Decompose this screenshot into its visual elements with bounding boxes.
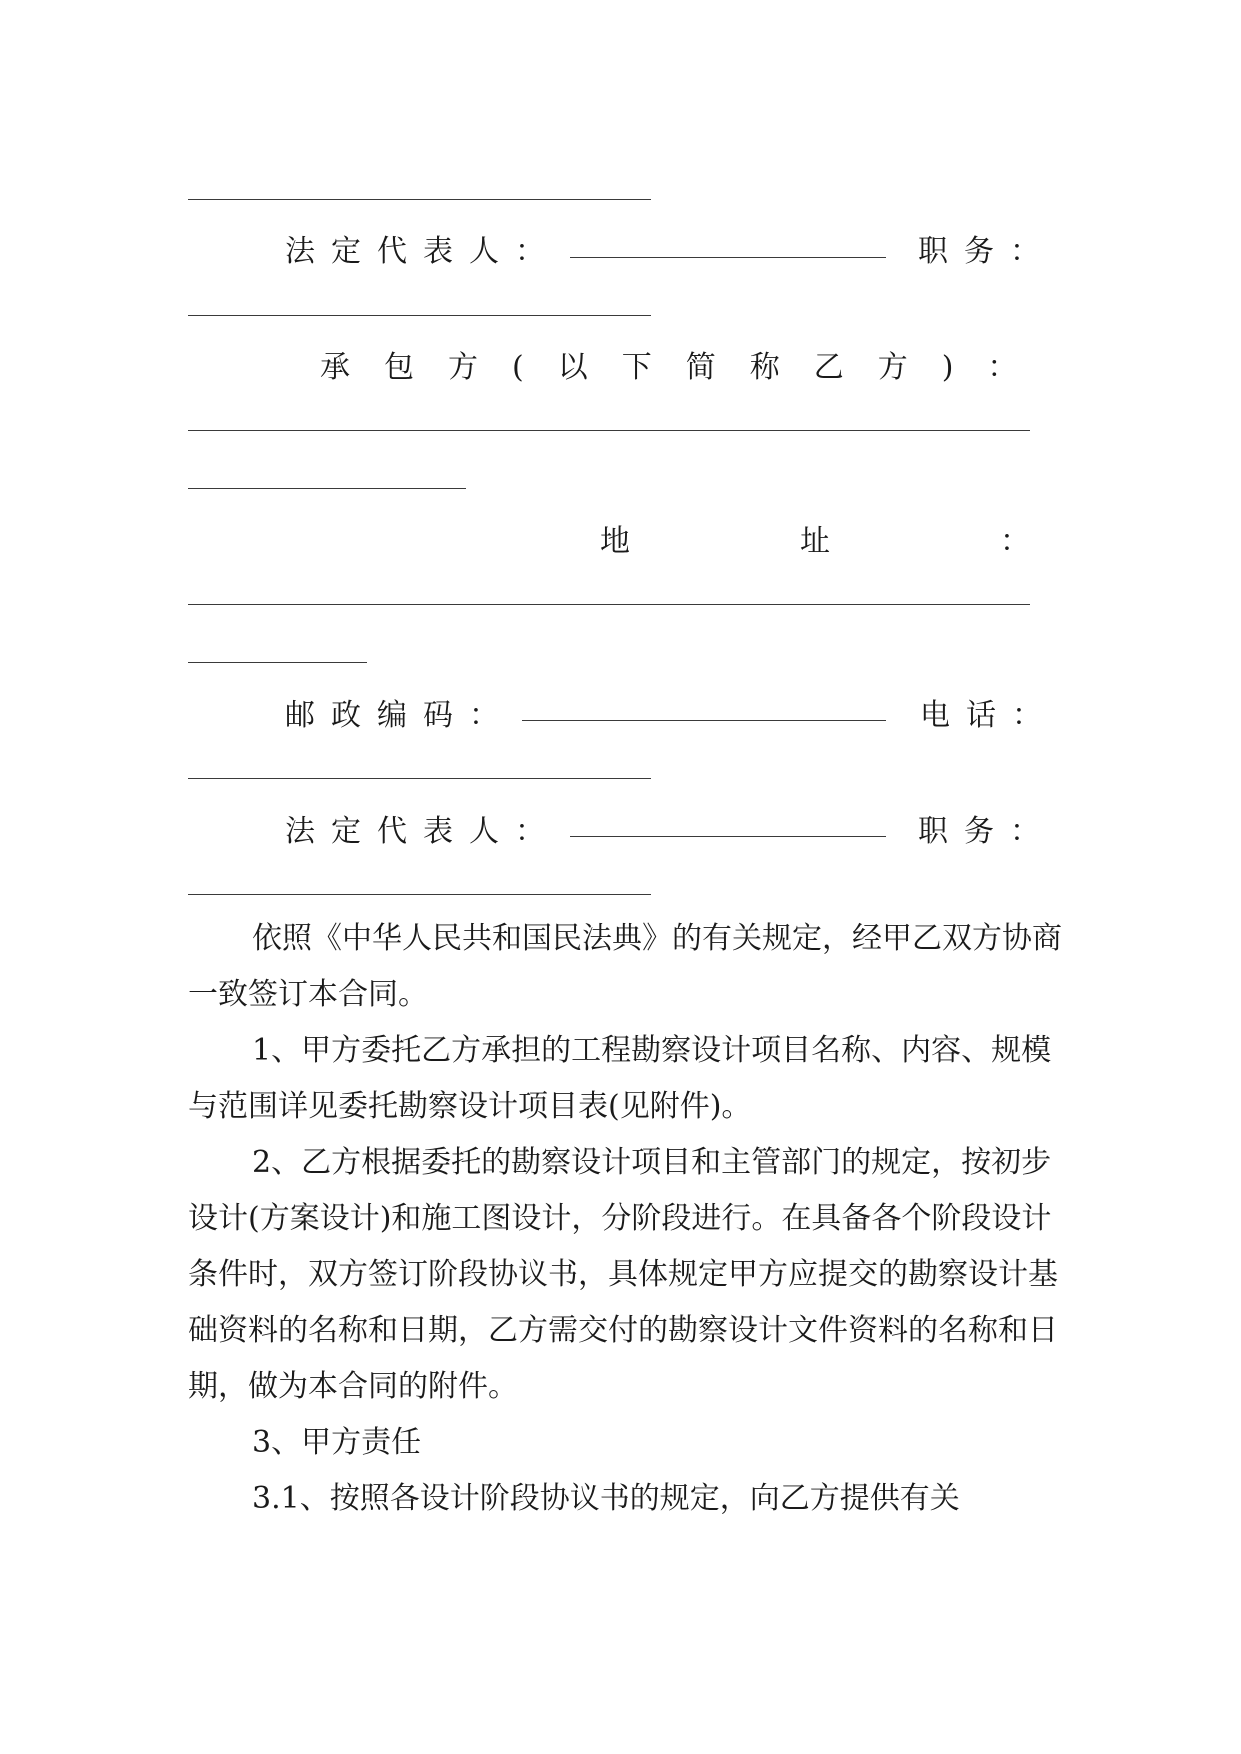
address-label: 地址： [600,524,1200,559]
position-label-b: 职务： [918,814,1056,849]
paragraph-intro: 依照《中华人民共和国民法典》的有关规定，经甲乙双方协商一致签订本合同。 [188,921,1062,1012]
legal-rep-field[interactable] [570,257,886,258]
legal-rep-field-b[interactable] [570,836,886,837]
blank-line [188,199,651,200]
position-field[interactable] [188,315,651,316]
paragraph-clause-3-heading: 3、甲方责任 [252,1425,422,1460]
contractor-label: 承包方(以下简称乙方)： [320,350,1052,385]
legal-rep-label: 法定代表人： [285,234,561,269]
postcode-field[interactable] [522,720,886,721]
phone-field[interactable] [188,778,651,779]
address-field[interactable] [188,604,1030,605]
position-field-b[interactable] [188,894,651,895]
contractor-field[interactable] [188,430,1030,431]
legal-rep-label-b: 法定代表人： [285,814,561,849]
address-field-cont[interactable] [188,662,367,663]
position-label: 职务： [918,234,1056,269]
phone-label: 电话： [920,698,1058,733]
paragraph-clause-1: 1、甲方委托乙方承担的工程勘察设计项目名称、内容、规模与范围详见委托勘察设计项目表(见附件)。 [188,1033,1052,1124]
contractor-field-cont[interactable] [188,488,466,489]
paragraph-clause-2: 2、乙方根据委托的勘察设计项目和主管部门的规定，按初步设计(方案设计)和施工图设计，分阶段进行。在具备各个阶段设计条件时，双方签订阶段协议书，具体规定甲方应提交的勘察设计基础资料的名称和日期，乙方需交付的勘察设计文件资料的名称和日期，做为本合同的附件。 [188,1145,1058,1404]
paragraph-clause-3-1: 3.1、按照各设计阶段协议书的规定，向乙方提供有关 [252,1481,960,1516]
contract-body [188,911,1068,1527]
postcode-label: 邮政编码： [285,698,515,733]
